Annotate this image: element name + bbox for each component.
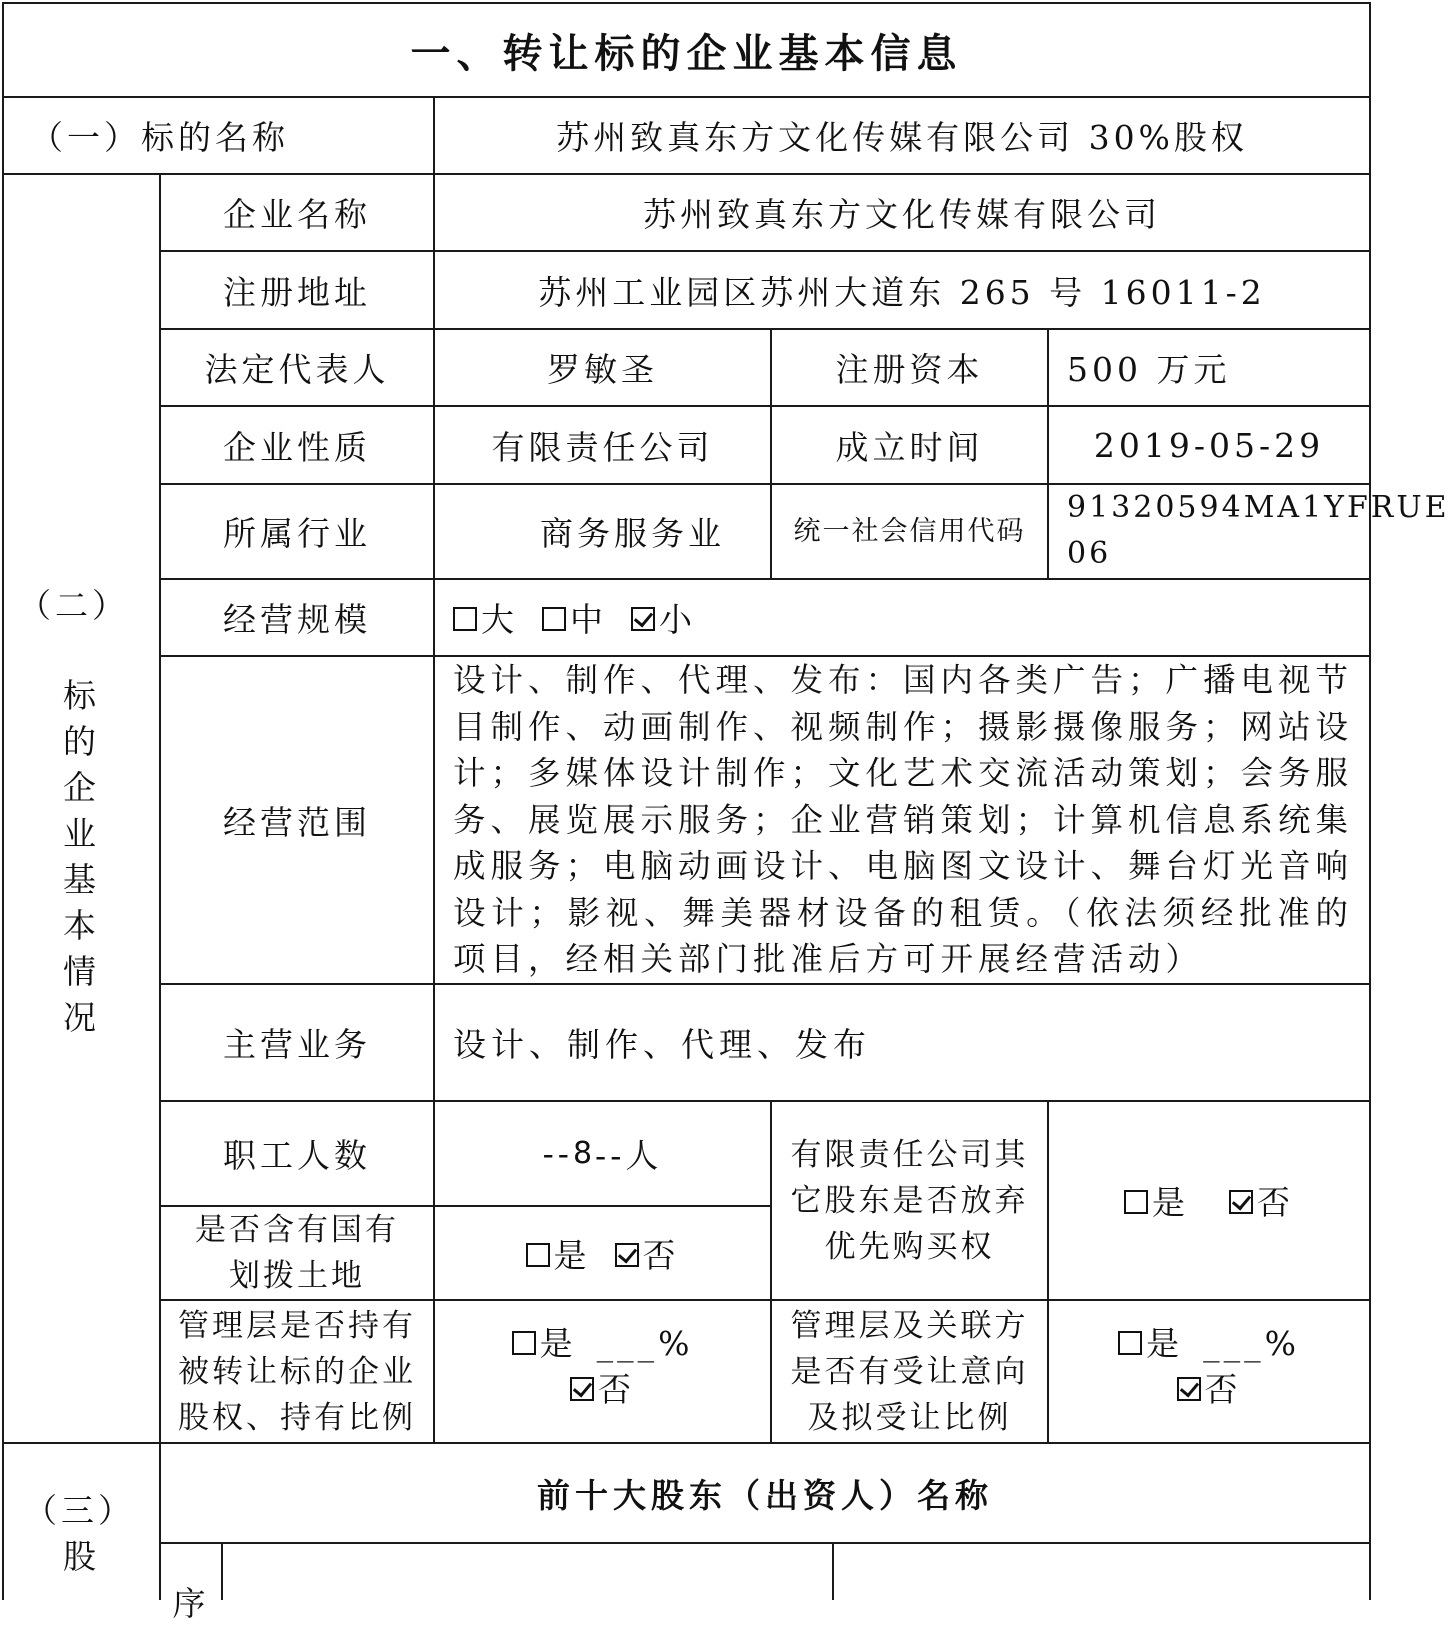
mgmt-intent-label-line: 是否有受让意向 (790, 1353, 1029, 1390)
section2-char: 况 (63, 998, 100, 1037)
employees-count: 8 (572, 1136, 596, 1171)
shareholders-col-index: 序 (172, 1584, 210, 1623)
founded-value: 2019-05-29 (1093, 425, 1325, 465)
scale-option-small[interactable] (631, 594, 696, 641)
checkbox-empty-icon (512, 1331, 536, 1355)
main-business-value: 设计、制作、代理、发布 (453, 1025, 871, 1064)
mgmt-holding-pct: ___% (596, 1324, 694, 1363)
mgmt-intent-yes[interactable] (1118, 1321, 1300, 1367)
legal-rep-label: 法定代表人 (204, 350, 390, 389)
section2-char: 的 (63, 722, 100, 761)
section2-label (4, 175, 159, 1442)
pre-emption-label (772, 1102, 1047, 1299)
mgmt-intent-label-line: 及拟受让比例 (807, 1399, 1012, 1436)
nature-label: 企业性质 (223, 427, 371, 467)
mgmt-holding-options (435, 1301, 770, 1442)
section3-label (4, 1444, 159, 1600)
scale-option-label: 中 (570, 600, 607, 639)
mgmt-holding-no[interactable] (570, 1367, 635, 1413)
checkbox-checked-icon (1177, 1377, 1201, 1401)
mgmt-intent-label-line: 管理层及关联方 (790, 1307, 1029, 1344)
nature-value: 有限责任公司 (491, 427, 714, 467)
capital-label: 注册资本 (835, 350, 984, 389)
pre-emption-label-line: 有限责任公司其 (790, 1136, 1029, 1173)
state-land-label-line: 是否含有国有 (195, 1212, 399, 1248)
pre-emption-label-line: 它股东是否放弃 (790, 1182, 1029, 1219)
mgmt-holding-no-label: 否 (598, 1370, 635, 1409)
section2-char: 基 (63, 860, 100, 899)
mgmt-holding-yes-label: 是 (539, 1324, 577, 1363)
credit-code-line2: 06 (1067, 536, 1112, 571)
credit-code-label: 统一社会信用代码 (793, 515, 1026, 547)
checkbox-checked-icon (615, 1243, 639, 1267)
mgmt-intent-label (772, 1301, 1047, 1442)
checkbox-empty-icon (526, 1243, 550, 1267)
checkbox-empty-icon (542, 607, 566, 631)
mgmt-holding-label-line: 被转让标的企业 (178, 1353, 416, 1390)
state-land-no[interactable] (615, 1230, 680, 1277)
section2-char: 企 (63, 768, 100, 807)
pre-emption-label-line: 优先购买权 (824, 1228, 995, 1265)
section2-number: （二） (18, 586, 129, 625)
checkbox-empty-icon (453, 607, 477, 631)
company-name-value: 苏州致真东方文化传媒有限公司 (643, 195, 1161, 234)
section3-char: 股 (63, 1537, 100, 1576)
legal-rep-value: 罗敏圣 (547, 350, 658, 389)
checkbox-checked-icon (631, 607, 655, 631)
section2-char: 本 (63, 906, 100, 945)
company-name-label: 企业名称 (223, 195, 371, 234)
pre-emption-yes-label: 是 (1152, 1183, 1189, 1222)
credit-code-line1: 91320594MA1YFRUE (1067, 490, 1450, 525)
credit-code-value (1049, 485, 1450, 578)
address-value: 苏州工业园区苏州大道东 265 号 16011-2 (538, 272, 1266, 312)
shareholders-header: 前十大股东（出资人）名称 (537, 1475, 993, 1515)
mgmt-holding-label (161, 1301, 433, 1442)
subject-value: 苏州致真东方文化传媒有限公司 30%股权 (556, 118, 1248, 157)
mgmt-intent-no[interactable] (1177, 1367, 1242, 1413)
section3-number: （三） (24, 1491, 135, 1530)
checkbox-checked-icon (570, 1377, 594, 1401)
rule (1369, 2, 1371, 1600)
section2-char: 标 (63, 676, 100, 715)
founded-label: 成立时间 (835, 427, 984, 467)
state-land-yes-label: 是 (553, 1235, 591, 1275)
rule (832, 1542, 834, 1600)
industry-value: 商务服务业 (540, 514, 725, 553)
employees-prefix: -- (542, 1134, 573, 1173)
pre-emption-options (1049, 1102, 1369, 1299)
employees-value (435, 1102, 770, 1205)
pre-emption-no-label: 否 (1257, 1183, 1294, 1222)
section2-char: 情 (63, 952, 100, 991)
state-land-label (161, 1207, 433, 1299)
scale-option-medium[interactable] (542, 594, 607, 641)
mgmt-intent-options (1049, 1301, 1369, 1442)
state-land-yes[interactable] (526, 1230, 591, 1277)
state-land-label-line: 划拨土地 (229, 1258, 365, 1294)
pre-emption-no[interactable] (1229, 1177, 1294, 1224)
mgmt-holding-label-line: 管理层是否持有 (178, 1307, 416, 1344)
scale-option-large[interactable] (453, 594, 518, 641)
checkbox-empty-icon (1118, 1331, 1142, 1355)
page-title: 一、转让标的企业基本信息 (410, 29, 963, 77)
mgmt-intent-yes-label: 是 (1146, 1324, 1184, 1363)
pre-emption-yes[interactable] (1124, 1177, 1189, 1224)
industry-label: 所属行业 (223, 514, 371, 553)
checkbox-checked-icon (1229, 1190, 1253, 1214)
scope-value: 设计、制作、代理、发布：国内各类广告；广播电视节目制作、动画制作、视频制作；摄影摄像服务；网站设计；多媒体设计制作；文化艺术交流活动策划；会务服务、展览展示服务；企业营销策划；计算机信息系统集成服务；电脑动画设计、电脑图文设计、舞台灯光音响设计；影视、舞美器材设备的租赁。（依法须经批准的项目，经相关部门批准后方可开展经营活动） (453, 661, 1354, 979)
state-land-options (435, 1207, 770, 1299)
mgmt-intent-no-label: 否 (1204, 1370, 1242, 1409)
main-business-label: 主营业务 (223, 1025, 371, 1064)
scale-label: 经营规模 (223, 600, 371, 639)
mgmt-holding-yes[interactable] (512, 1321, 694, 1367)
employees-label: 职工人数 (223, 1136, 371, 1175)
subject-label: （一）标的名称 (30, 118, 289, 157)
address-label: 注册地址 (223, 272, 371, 312)
scale-option-label: 小 (659, 600, 696, 639)
capital-value: 500 万元 (1067, 350, 1231, 389)
scale-options (435, 580, 1369, 655)
section2-char: 业 (63, 814, 100, 853)
rule (159, 1542, 1371, 1544)
rule (221, 1542, 223, 1600)
scope-label: 经营范围 (223, 802, 371, 842)
scale-option-label: 大 (481, 600, 518, 639)
mgmt-holding-label-line: 股权、持有比例 (178, 1399, 416, 1436)
state-land-no-label: 否 (642, 1235, 680, 1275)
employees-suffix: --人 (595, 1136, 663, 1175)
checkbox-empty-icon (1124, 1190, 1148, 1214)
mgmt-intent-pct: ___% (1203, 1324, 1300, 1363)
